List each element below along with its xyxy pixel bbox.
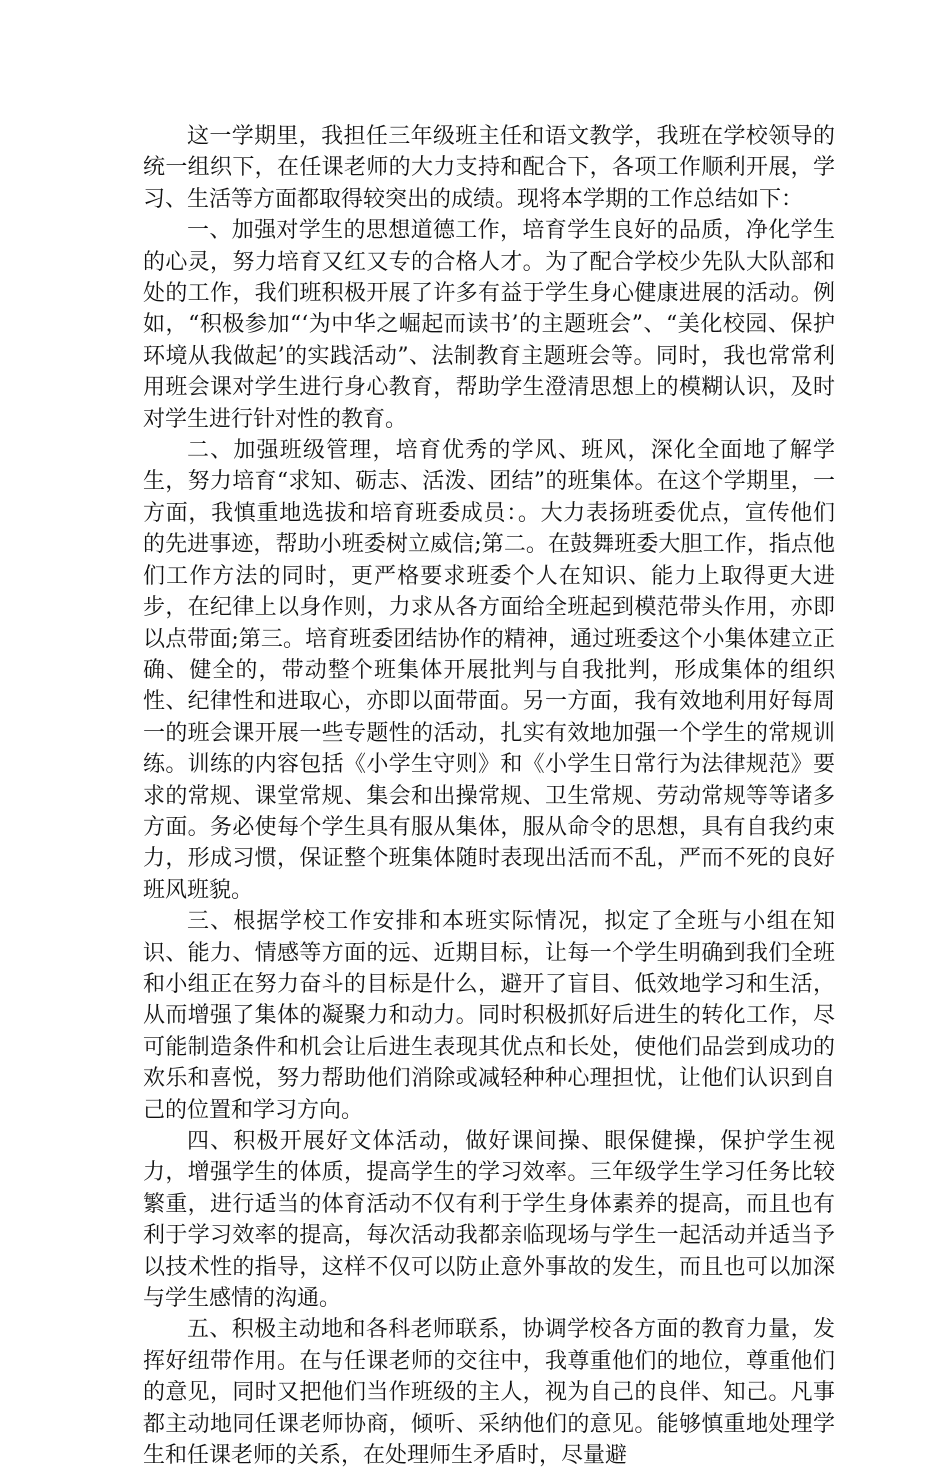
document-body — [143, 121, 835, 1471]
paragraph-section-2: 二、加强班级管理，培育优秀的学风、班风，深化全面地了解学生，努力培育“求知、砺志、活泼、团结”的班集体。在这个学期里，一方面，我慎重地选拔和培育班委成员：。大力表扬班委优点，宣传他们的先进事迹，帮助小班委树立威信;第二。在鼓舞班委大胆工作，指点他们工作方法的同时，更严格要求班委个人在知识、能力上取得更大进步，在纪律上以身作则，力求从各方面给全班起到模范带头作用，亦即以点带面;第三。培育班委团结协作的精神，通过班委这个小集体建立正确、健全的，带动整个班集体开展批判与自我批判，形成集体的组织性、纪律性和进取心，亦即以面带面。另一方面，我有效地利用好每周一的班会课开展一些专题性的活动，扎实有效地加强一个学生的常规训练。训练的内容包括《小学生守则》和《小学生日常行为法律规范》要求的常规、课堂常规、集会和出操常规、卫生常规、劳动常规等等诸多方面。务必使每个学生具有服从集体，服从命令的思想，具有自我约束力，形成习惯，保证整个班集体随时表现出活而不乱，严而不死的良好班风班貌。 — [143, 438, 835, 903]
paragraph-section-4: 四、积极开展好文体活动，做好课间操、眼保健操，保护学生视力，增强学生的体质，提高学生的学习效率。三年级学生学习任务比较繁重，进行适当的体育活动不仅有利于学生身体素养的提高，而且也有利于学习效率的提高，每次活动我都亲临现场与学生一起活动并适当予以技术性的指导，这样不仅可以防止意外事故的发生，而且也可以加深与学生感情的沟通。 — [143, 1129, 835, 1312]
paragraph-section-3: 三、根据学校工作安排和本班实际情况，拟定了全班与小组在知识、能力、情感等方面的远、近期目标，让每一个学生明确到我们全班和小组正在努力奋斗的目标是什么，避开了盲目、低效地学习和生活，从而增强了集体的凝聚力和动力。同时积极抓好后进生的转化工作，尽可能制造条件和机会让后进生表现其优点和长处，使他们品尝到成功的欢乐和喜悦，努力帮助他们消除或减轻种种心理担忧，让他们认识到自己的位置和学习方向。 — [143, 909, 835, 1123]
paragraph-section-5: 五、积极主动地和各科老师联系，协调学校各方面的教育力量，发挥好纽带作用。在与任课老师的交往中，我尊重他们的地位，尊重他们的意见，同时又把他们当作班级的主人，视为自己的良伴、知己。凡事都主动地同任课老师协商，倾听、采纳他们的意见。能够慎重地处理学生和任课老师的关系，在处理师生矛盾时，尽量避 — [143, 1317, 835, 1469]
paragraph-intro: 这一学期里，我担任三年级班主任和语文教学，我班在学校领导的统一组织下，在任课老师的大力支持和配合下，各项工作顺利开展，学习、生活等方面都取得较突出的成绩。现将本学期的工作总结如下： — [143, 124, 835, 212]
paragraph-section-1: 一、加强对学生的思想道德工作，培育学生良好的品质，净化学生的心灵，努力培育又红又专的合格人才。为了配合学校少先队大队部和处的工作，我们班积极开展了许多有益于学生身心健康进展的活动。例如，“积极参加“‘为中华之崛起而读书’的主题班会”、“美化校园、保护环境从我做起’的实践活动”、法制教育主题班会等。同时，我也常常利用班会课对学生进行身心教育，帮助学生澄清思想上的模糊认识，及时对学生进行针对性的教育。 — [143, 218, 835, 432]
